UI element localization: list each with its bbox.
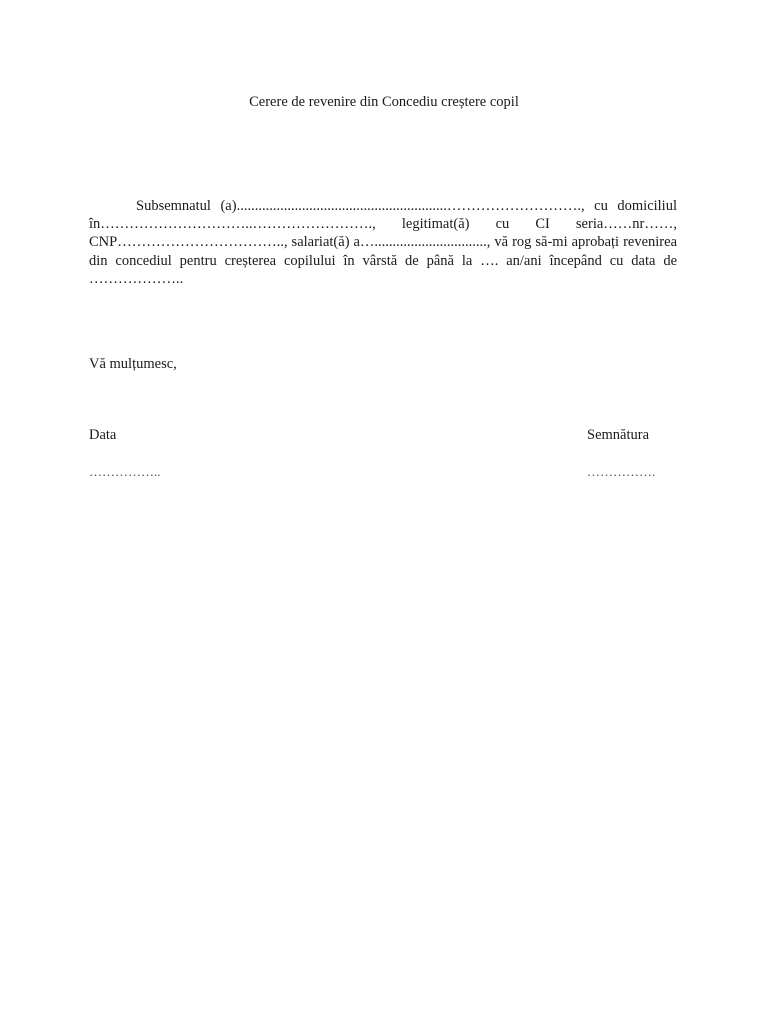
date-placeholder: …………….. — [89, 464, 161, 479]
date-label: Data — [89, 427, 117, 443]
closing-line: Vă mulțumesc, — [89, 356, 177, 372]
request-body-paragraph: Subsemnatul (a)..........................................................………………………., cu domiciliul în…………………………..……………………., legitimat(ă) cu CI seria……nr……, CNP…………………………….., salariat(ă) a…..............................., vă rog să-mi aprobați revenirea din concediul pentru creșterea copilului în vârstă de până la …. an/ani începând cu data de ……………….. — [89, 198, 677, 287]
document-title: Cerere de revenire din Concediu creștere copil — [249, 94, 519, 110]
signature-placeholder: ……………. — [587, 464, 656, 479]
signature-label: Semnătura — [587, 427, 650, 443]
